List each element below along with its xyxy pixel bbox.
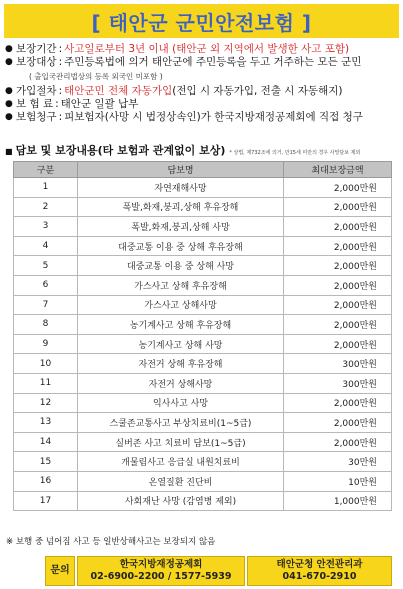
row-number: 4 xyxy=(14,236,78,256)
table-row xyxy=(14,256,392,276)
coverage-heading xyxy=(5,142,399,158)
max-amount: 30만원 xyxy=(284,452,392,472)
info-row-enroll: ● 가입절차 : 태안군민 전체 자동가입 (전입 시 자동가입, 전출 시 자동해지) xyxy=(5,85,343,97)
row-number: 9 xyxy=(14,334,78,354)
max-amount: 2,000만원 xyxy=(284,432,392,452)
max-amount: 2,000만원 xyxy=(284,256,392,276)
bullet-icon: ● xyxy=(5,44,13,54)
col-header-amount: 최대보장금액 xyxy=(284,162,392,178)
table-row xyxy=(14,197,392,217)
table-row xyxy=(14,373,392,393)
table-row xyxy=(14,275,392,295)
table-row xyxy=(14,236,392,256)
max-amount: 2,000만원 xyxy=(284,413,392,433)
col-header-no: 구분 xyxy=(14,162,78,178)
table-row xyxy=(14,354,392,374)
coverage-name: 대중교통 이용 중 상해 사망 xyxy=(78,256,284,276)
row-number: 7 xyxy=(14,295,78,315)
page-title: [ 태안군 군민안전보험 ] xyxy=(91,10,312,35)
coverage-name: 자전거 상해사망 xyxy=(78,373,284,393)
row-number: 10 xyxy=(14,354,78,374)
square-bullet-icon: ■ xyxy=(5,147,13,156)
max-amount: 2,000만원 xyxy=(284,275,392,295)
table-row xyxy=(14,393,392,413)
table-row xyxy=(14,491,392,511)
contact-label: 문의 xyxy=(45,556,75,586)
exclusion-note: ※ 보행 중 넘어짐 사고 등 일반상해사고는 보장되지 않음 xyxy=(6,537,216,547)
info-value: (전입 시 자동가입, 전출 시 자동해지) xyxy=(172,85,343,97)
info-label: 보험청구 xyxy=(16,111,57,123)
max-amount: 2,000만원 xyxy=(284,197,392,217)
coverage-name: 자전거 상해 후유장해 xyxy=(78,354,284,374)
org-name: 한국지방재정공제회 xyxy=(119,559,203,570)
max-amount: 10만원 xyxy=(284,471,392,491)
table-row xyxy=(14,334,392,354)
table-row xyxy=(14,452,392,472)
info-label: 보장대상 xyxy=(16,56,57,68)
section-title: 담보 및 보장내용(타 보험과 관계없이 보상) xyxy=(15,144,226,157)
info-row-premium: ● 보 험 료 : 태안군 일괄 납부 xyxy=(5,98,139,110)
coverage-name: 농기계사고 상해 후유장해 xyxy=(78,315,284,335)
max-amount: 300만원 xyxy=(284,354,392,374)
contact-org-1 xyxy=(77,556,245,586)
coverage-name: 스쿨존교통사고 부상치료비(1~5급) xyxy=(78,413,284,433)
org-name: 태안군청 안전관리과 xyxy=(276,559,363,570)
max-amount: 300만원 xyxy=(284,373,392,393)
row-number: 17 xyxy=(14,491,78,511)
info-label: 가입절차 xyxy=(16,85,57,97)
max-amount: 2,000만원 xyxy=(284,393,392,413)
info-row-target: ● 보장대상 : 주민등록법에 의거 태안군에 주민등록을 두고 거주하는 모든 군민 xyxy=(5,56,362,68)
contact-org-2 xyxy=(247,556,392,586)
info-row-claim: ● 보험청구 : 피보험자(사망 시 법정상속인)가 한국지방재정공제회에 직접 청구 xyxy=(5,111,363,123)
insurance-info xyxy=(5,43,399,124)
info-value-highlight: 태안군민 전체 자동가입 xyxy=(64,85,173,97)
max-amount: 2,000만원 xyxy=(284,217,392,237)
row-number: 14 xyxy=(14,432,78,452)
max-amount: 2,000만원 xyxy=(284,295,392,315)
org-phone: 041-670-2910 xyxy=(282,571,357,582)
row-number: 5 xyxy=(14,256,78,276)
table-row xyxy=(14,178,392,198)
info-value: 피보험자(사망 시 법정상속인)가 한국지방재정공제회에 직접 청구 xyxy=(64,111,363,123)
title-banner xyxy=(4,4,399,38)
row-number: 3 xyxy=(14,217,78,237)
coverage-name: 개물림사고 응급실 내원치료비 xyxy=(78,452,284,472)
table-header-row xyxy=(14,162,392,178)
coverage-name: 가스사고 상해 후유장해 xyxy=(78,275,284,295)
info-value: 태안군 일괄 납부 xyxy=(60,98,139,110)
row-number: 2 xyxy=(14,197,78,217)
coverage-name: 대중교통 이용 중 상해 후유장해 xyxy=(78,236,284,256)
max-amount: 1,000만원 xyxy=(284,491,392,511)
table-row xyxy=(14,413,392,433)
info-row-period: ● 보장기간 : 사고일로부터 3년 이내 (태안군 외 지역에서 발생한 사고 포함) xyxy=(5,43,350,55)
info-label: 보 험 료 xyxy=(16,98,54,110)
coverage-name: 익사사고 사망 xyxy=(78,393,284,413)
section-footnote: * 상법, 제732조에 의거, 만15세 미만의 경우 사망담보 제외 xyxy=(229,150,361,156)
row-number: 8 xyxy=(14,315,78,335)
table-row xyxy=(14,295,392,315)
row-number: 13 xyxy=(14,413,78,433)
coverage-name: 실버존 사고 치료비 담보(1~5급) xyxy=(78,432,284,452)
col-header-name: 담보명 xyxy=(78,162,284,178)
table-row xyxy=(14,315,392,335)
foreigner-note: ( 출입국관리법상의 등록 외국인 미포함 ) xyxy=(29,72,163,81)
row-number: 16 xyxy=(14,471,78,491)
info-value: 사고일로부터 3년 이내 (태안군 외 지역에서 발생한 사고 포함) xyxy=(64,43,350,55)
org-phone: 02-6900-2200 / 1577-5939 xyxy=(90,571,232,582)
row-number: 12 xyxy=(14,393,78,413)
coverage-name: 폭발,화재,붕괴,상해 사망 xyxy=(78,217,284,237)
bullet-icon: ● xyxy=(5,99,13,109)
row-number: 1 xyxy=(14,178,78,198)
table-row xyxy=(14,471,392,491)
row-number: 15 xyxy=(14,452,78,472)
row-number: 6 xyxy=(14,275,78,295)
coverage-table xyxy=(13,161,392,511)
max-amount: 2,000만원 xyxy=(284,334,392,354)
max-amount: 2,000만원 xyxy=(284,315,392,335)
coverage-name: 사회재난 사망 (감염병 제외) xyxy=(78,491,284,511)
table-row xyxy=(14,432,392,452)
table-row xyxy=(14,217,392,237)
contact-bar xyxy=(45,556,392,586)
info-value: 주민등록법에 의거 태안군에 주민등록을 두고 거주하는 모든 군민 xyxy=(64,56,362,68)
max-amount: 2,000만원 xyxy=(284,178,392,198)
coverage-name: 농기계사고 상해 사망 xyxy=(78,334,284,354)
bullet-icon: ● xyxy=(5,112,13,122)
bullet-icon: ● xyxy=(5,57,13,67)
info-label: 보장기간 xyxy=(16,43,57,55)
row-number: 11 xyxy=(14,373,78,393)
coverage-name: 온열질환 진단비 xyxy=(78,471,284,491)
bullet-icon: ● xyxy=(5,86,13,96)
coverage-name: 자연재해사망 xyxy=(78,178,284,198)
coverage-name: 가스사고 상해사망 xyxy=(78,295,284,315)
max-amount: 2,000만원 xyxy=(284,236,392,256)
coverage-name: 폭발,화재,붕괴,상해 후유장해 xyxy=(78,197,284,217)
